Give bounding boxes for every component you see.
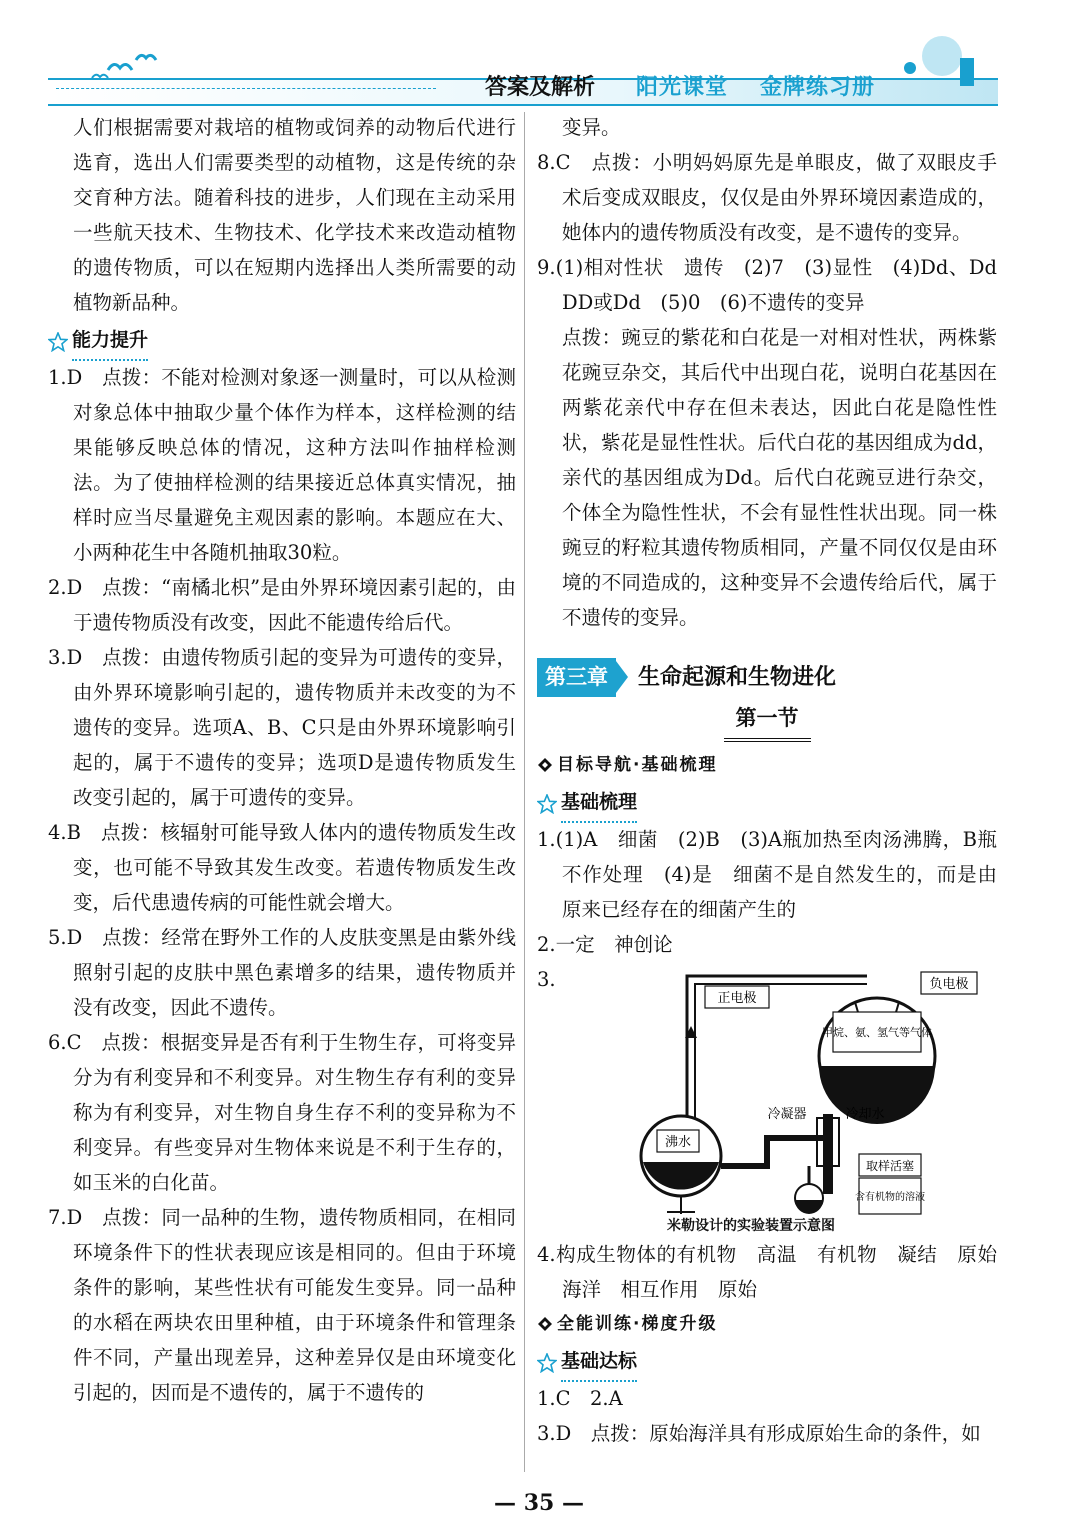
node-title: 第一节	[724, 701, 811, 742]
label-solution: 含有机物的溶液	[855, 1192, 925, 1203]
answer-item: 3.D 点拨：由遗传物质引起的变异为可遗传的变异，由外界环境影响引起的，遗传物质并未改变的为不遗传的变异。选项A、B、C只是由外界环境影响引起的，属于不遗传的变异；选项D是遗传物质发生改变引起的，属于可遗传的变异。	[48, 646, 516, 809]
subheading-training	[537, 1307, 997, 1341]
label-negative-electrode: 负电极	[929, 976, 969, 991]
figure-caption: 米勒设计的实验装置示意图	[667, 1217, 835, 1233]
answer-item: 4.B 点拨：核辐射可能导致人体内的遗传物质发生改变，也可能不导致其发生改变。若遗传物质发生改变，后代患遗传病的可能性就会增大。	[48, 821, 516, 914]
standard-item-1: 1.C 2.A	[537, 1387, 623, 1410]
chapter-tag: 第三章	[537, 658, 616, 697]
answer-item-9-note: 点拨：豌豆的紫花和白花是一对相对性状，两株紫花豌豆杂交，其后代中出现白花，说明白花基因在两紫花亲代中存在但未表达，因此白花是隐性性状，紫花是显性性状。后代白花的基因组成为dd，亲代的基因组成为Dd。后代白花豌豆进行杂交，个体全为隐性性状，不会有显性性状出现。同一株豌豆的籽粒其遗传物质相同，产量不同仅仅是由环境的不同造成的，这种变异不会遗传给后代，属于不遗传的变异。	[562, 326, 997, 629]
miller-experiment-figure	[537, 962, 997, 1237]
answer-item-9: 9.(1)相对性状 遗传 (2)7 (3)显性 (4)Dd、Dd DD或Dd (5)0 (6)不遗传的变异	[537, 256, 1017, 314]
basics-item-2: 2.一定 神创论	[537, 933, 673, 956]
answer-item-8: 8.C 点拨：小明妈妈原先是单眼皮，做了双眼皮手术后变成双眼皮，仅仅是由外界环境因素造成的，她体内的遗传物质没有改变，是不遗传的变异。	[537, 151, 997, 244]
intro-paragraph: 人们根据需要对栽培的植物或饲养的动物后代进行选育，选出人们需要类型的动植物，这是传统的杂交育种方法。随着科技的进步，人们现在主动采用一些航天技术、生物技术、化学技术来改造动植物的遗传物质，可以在短期内选择出人类所需要的动植物新品种。	[73, 116, 516, 314]
diamond-icon	[537, 1316, 553, 1332]
page-header	[0, 0, 1078, 110]
header-answers: 答案及解析	[485, 75, 596, 100]
page-number: — 35 —	[494, 1490, 584, 1516]
star-icon	[537, 794, 557, 814]
label-gases: 甲烷、氨、氢气等气体	[822, 1027, 932, 1039]
subheading-training-label: 全能训练·梯度升级	[557, 1313, 718, 1334]
sun-decoration-icon	[880, 28, 980, 88]
header-series: 阳光课堂	[636, 75, 729, 100]
node-heading	[537, 701, 997, 742]
standard-item-3: 3.D 点拨：原始海洋具有形成原始生命的条件，如	[537, 1422, 981, 1445]
section-basics-label: 基础梳理	[561, 785, 637, 823]
chapter-heading	[537, 657, 997, 697]
subheading-goals-label: 目标导航·基础梳理	[557, 754, 718, 775]
continued-text: 变异。	[562, 116, 621, 139]
section-ability	[48, 326, 516, 358]
left-column	[48, 110, 516, 1410]
answer-item: 1.D 点拨：不能对检测对象逐一测量时，可以从检测对象总体中抽取少量个体作为样本，这样检测的结果能够反映总体的情况，这种方法叫作抽样检测法。为了使抽样检测的结果接近总体真实情况，抽样时应当尽量避免主观因素的影响。本题应在大、小两种花生中各随机抽取30粒。	[48, 366, 516, 564]
basics-item-1: 1.(1)A 细菌 (2)B (3)A瓶加热至肉汤沸腾，B瓶不作处理 (4)是 细菌不是自然发生的，而是由原来已经存在的细菌产生的	[537, 828, 997, 921]
answer-item: 5.D 点拨：经常在野外工作的人皮肤变黑是由紫外线照射引起的皮肤中黑色素增多的结果，遗传物质并没有改变，因此不遗传。	[48, 926, 516, 1019]
header-book: 金牌练习册	[760, 75, 876, 100]
section-standard-label: 基础达标	[561, 1344, 637, 1382]
subheading-goals	[537, 748, 997, 782]
label-condenser: 冷凝器	[767, 1106, 807, 1121]
label-sampling-valve: 取样活塞	[865, 1159, 915, 1173]
answer-item: 7.D 点拨：同一品种的生物，遗传物质相同，在相同环境条件下的性状表现应该是相同的。但由于环境条件的影响，某些性状有可能发生变异。同一品种的水稻在两块农田里种植，由于环境条件和管理条件不同，产量出现差异，这种差异仅是由环境变化引起的，因而是不遗传的，属于不遗传的	[48, 1206, 516, 1404]
label-cooling-water: 冷却水	[845, 1106, 885, 1121]
section-standard	[537, 1347, 997, 1379]
right-column	[537, 110, 1017, 1451]
chapter-title: 生命起源和生物进化	[638, 664, 837, 690]
answer-item: 2.D 点拨：“南橘北枳”是由外界环境因素引起的，由于遗传物质没有改变，因此不能遗传给后代。	[48, 576, 516, 634]
star-icon	[48, 332, 68, 352]
miller-apparatus-diagram	[637, 966, 987, 1216]
answer-item: 6.C 点拨：根据变异是否有利于生物生存，可将变异分为有利变异和不利变异。对生物生存有利的变异称为有利变异，对生物自身生存不利的变异称为不利变异。有些变异对生物体来说是不利于生存的，如玉米的白化苗。	[48, 1031, 516, 1194]
label-boiling-water: 沸水	[664, 1134, 692, 1149]
chapter-arrow	[616, 661, 628, 693]
section-ability-label: 能力提升	[72, 323, 148, 361]
diamond-icon	[537, 757, 553, 773]
column-divider	[524, 112, 525, 1472]
basics-item-3: 3.	[537, 968, 556, 991]
header-dash	[56, 88, 436, 89]
section-basics	[537, 788, 997, 820]
basics-item-4: 4.构成生物体的有机物 高温 有机物 凝结 原始海洋 相互作用 原始	[537, 1243, 997, 1301]
label-positive-electrode: 正电极	[717, 990, 757, 1005]
star-icon	[537, 1353, 557, 1373]
